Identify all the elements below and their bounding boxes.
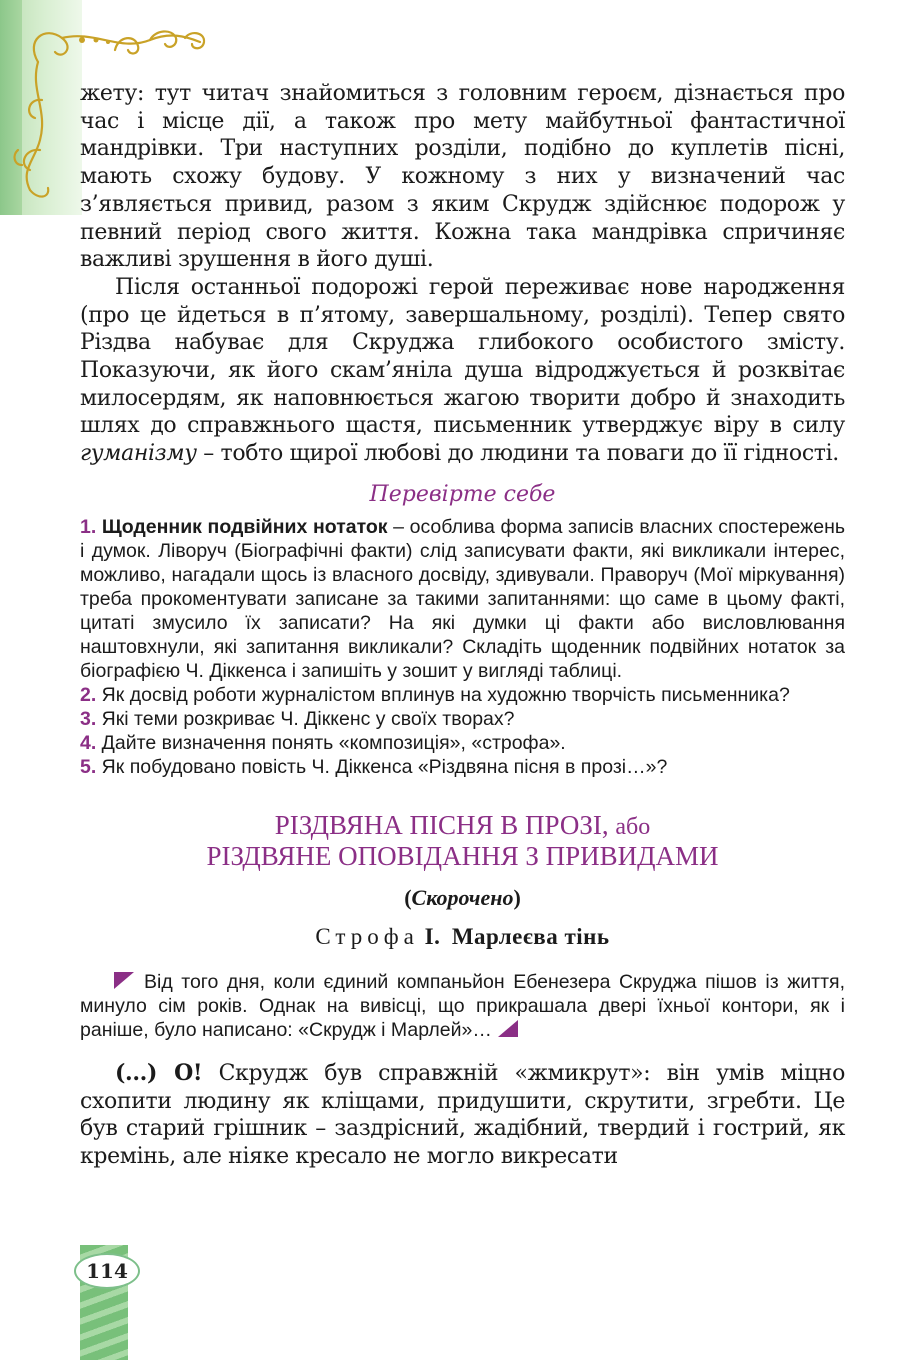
summary-block	[80, 970, 845, 1042]
summary-start-marker-icon	[114, 972, 134, 989]
work-title	[80, 811, 845, 871]
question-4	[80, 731, 845, 755]
question-number: 4.	[80, 731, 97, 754]
question-1-term: Щоденник подвійних нотаток	[101, 515, 388, 538]
question-3-text: Які теми розкриває Ч. Діккенс у своїх творах?	[96, 707, 515, 730]
question-number: 3.	[80, 707, 97, 730]
page-content	[80, 80, 845, 1171]
question-number: 5.	[80, 755, 97, 778]
question-4-text: Дайте визначення понять «композиція», «строфа».	[96, 731, 566, 754]
abridged-note	[80, 885, 845, 911]
question-1	[80, 515, 845, 683]
stanza-number: I.	[424, 923, 441, 949]
work-title-or: або	[615, 813, 651, 840]
stanza-heading	[80, 924, 845, 950]
intro-paragraph-2-end: – тобто щирої любові до людини та поваги до її гідності.	[196, 441, 839, 467]
story-text-opening: (...) О!	[115, 1059, 203, 1086]
summary-text: Від того дня, коли єдиний компаньйон Ебенезера Скруджа пішов із життя, минуло сім років. Однак на вивісці, що прикрашала двері їхньої контори, як і раніше, було написано: «Скрудж і Марлей»…	[80, 970, 845, 1041]
question-5-text: Як побудовано повість Ч. Діккенса «Різдвяна пісня в прозі…»?	[96, 755, 668, 778]
intro-paragraph-2-text: Після останньої подорожі герой переживає нове народження (про це йдеться в п’ятому, завершальному, розділі). Тепер свято Різдва набуває для Скруджа глибокого особистого змісту. Показуючи, як його скам’яніла душа відроджується й розквітає милосердям, як наповнюється жагою творити добро й знаходить шлях до справжнього щастя, письменник утверджує віру в силу	[80, 274, 845, 439]
intro-paragraph-2	[80, 274, 845, 468]
question-1-text: – особлива форма записів власних спостережень і думок. Ліворуч (Біографічні факти) слід записувати факти, які викликали інтерес, можливо, нагадали щось із власного досвіду, здивували. Праворуч (Мої міркування) треба прокоментувати записане за такими запитаннями: що саме в цьому факті, цитаті змусило їх записати? На які думки ці факти або висловлювання наштовхнули, які запитання викликали? Складіть щоденник подвійних нотаток за біографією Ч. Діккенса і запишіть у зошит у вигляді таблиці.	[80, 515, 845, 682]
question-3	[80, 707, 845, 731]
humanism-term: гуманізму	[80, 441, 197, 467]
stanza-word: Строфа	[315, 923, 419, 949]
work-title-line-1: РІЗДВЯНА ПІСНЯ В ПРОЗІ,	[274, 809, 609, 840]
abridged-label: Скорочено	[411, 884, 514, 910]
stanza-title: Марлеєва тінь	[451, 923, 610, 949]
question-number: 1.	[80, 515, 97, 538]
question-5	[80, 755, 845, 779]
page-number: 114	[74, 1253, 140, 1289]
check-yourself-title: Перевірте себе	[369, 481, 556, 507]
question-2	[80, 683, 845, 707]
story-text	[80, 1060, 845, 1171]
summary-end-marker-icon	[498, 1020, 518, 1037]
intro-paragraph-1: жету: тут читач знайомиться з головним героєм, дізнається про час і місце дії, а також про мету майбутньої фантастичної мандрівки. Три наступних розділи, подібно до куплетів пісні, мають схожу будову. У кожному з них у визначений час з’являється привид, разом з яким Скрудж здійснює подорож у певний період свого життя. Кожна така мандрівка спричиняє важливі зрушення в його душі.	[80, 81, 845, 273]
question-number: 2.	[80, 683, 97, 706]
question-2-text: Як досвід роботи журналістом вплинув на художню творчість письменника?	[96, 683, 790, 706]
story-text-body: Скрудж був справжній «жмикрут»: він умів міцно схопити людину як кліщами, придушити, скрутити, згребти. Це був старий грішник – заздрісний, жадібний, твердий і гострий, як кремінь, але ніяке кресало не могло викресати	[80, 1060, 845, 1169]
abridged-close-paren: )	[513, 884, 521, 910]
work-title-line-2: РІЗДВЯНЕ ОПОВІДАННЯ З ПРИВИДАМИ	[206, 840, 719, 871]
abridged-open-paren: (	[404, 884, 412, 910]
